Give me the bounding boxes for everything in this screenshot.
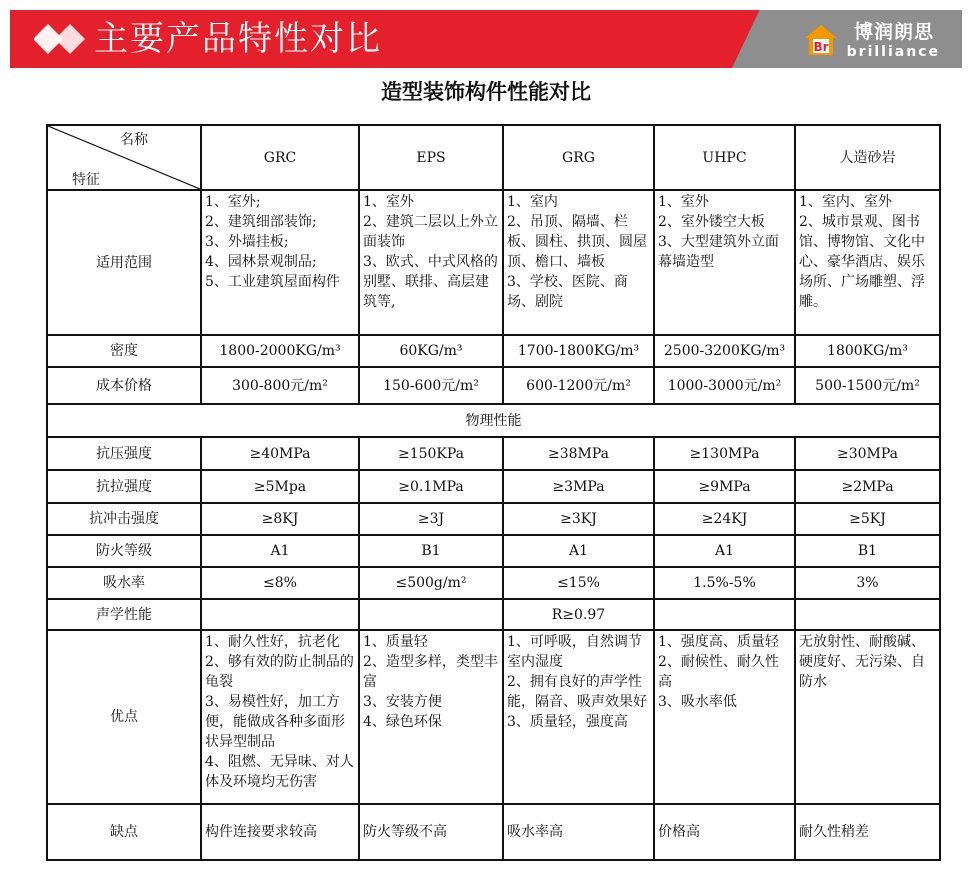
impact-cell: ≥24KJ [654, 503, 795, 535]
cell-line: 3、安装方便 [363, 694, 442, 710]
cell-line: 4、阻燃、无异味、对人体及环境均无伤害 [205, 754, 354, 790]
svg-text:Br: Br [813, 40, 829, 54]
cell-line: 4、绿色环保 [363, 714, 442, 730]
row-label: 抗压强度 [47, 437, 201, 470]
compressive-cell: ≥40MPa [201, 437, 359, 470]
cell-line: 1、强度高、质量轻 [658, 634, 779, 650]
column-header: GRC [201, 125, 359, 190]
comparison-table [46, 124, 941, 861]
table-header-row [47, 125, 940, 190]
row-label: 防火等级 [47, 535, 201, 567]
row-label: 吸水率 [47, 567, 201, 599]
cost-cell: 500-1500元/m² [795, 367, 940, 404]
pros-cell [359, 630, 503, 804]
section-header: 物理性能 [47, 404, 940, 437]
row-label: 声学性能 [47, 599, 201, 630]
row-tensile [47, 470, 940, 503]
column-header: EPS [359, 125, 503, 190]
tensile-cell: ≥3MPa [503, 470, 654, 503]
pros-cell [795, 630, 940, 804]
row-water [47, 567, 940, 599]
row-compressive [47, 437, 940, 470]
acoustic-cell [201, 599, 359, 630]
cell-line: 2、耐候性、耐久性高 [658, 654, 779, 690]
cell-line: 2、够有效的防止制品的龟裂 [205, 654, 354, 690]
tensile-cell: ≥9MPa [654, 470, 795, 503]
cell-line: 3、大型建筑外立面幕墙造型 [658, 234, 779, 270]
pros-cell [654, 630, 795, 804]
impact-cell: ≥8KJ [201, 503, 359, 535]
row-pros [47, 630, 940, 804]
column-header: GRG [503, 125, 654, 190]
scope-cell [795, 190, 940, 335]
water-cell: 1.5%-5% [654, 567, 795, 599]
water-cell: ≤500g/m² [359, 567, 503, 599]
density-cell: 1700-1800KG/m³ [503, 335, 654, 367]
cell-line: 3、外墙挂板; [205, 234, 289, 250]
cell-line: 1、室内 [507, 194, 558, 210]
acoustic-cell: R≥0.97 [503, 599, 654, 630]
cons-cell: 吸水率高 [503, 804, 654, 860]
scope-cell [654, 190, 795, 335]
double-diamond-icon [34, 22, 90, 56]
tensile-cell: ≥2MPa [795, 470, 940, 503]
cell-line: 1、可呼吸，自然调节室内湿度 [507, 634, 642, 670]
density-cell: 1800-2000KG/m³ [201, 335, 359, 367]
cell-line: 3、欧式、中式风格的别墅、联排、高层建筑等, [363, 254, 498, 310]
compressive-cell: ≥150KPa [359, 437, 503, 470]
corner-name-label: 名称 [120, 132, 148, 148]
cell-line: 1、室外 [658, 194, 709, 210]
density-cell: 1800KG/m³ [795, 335, 940, 367]
row-acoustic [47, 599, 940, 630]
fire-cell: B1 [359, 535, 503, 567]
acoustic-cell [795, 599, 940, 630]
header-banner [10, 10, 962, 68]
cell-line: 2、建筑二层以上外立面装饰 [363, 214, 498, 250]
compressive-cell: ≥30MPa [795, 437, 940, 470]
water-cell: ≤15% [503, 567, 654, 599]
cell-line: 3、学校、医院、商场、剧院 [507, 274, 628, 310]
impact-cell: ≥5KJ [795, 503, 940, 535]
cost-cell: 150-600元/m² [359, 367, 503, 404]
cell-line: 2、拥有良好的声学性能，隔音、吸声效果好 [507, 674, 647, 710]
fire-cell: A1 [654, 535, 795, 567]
density-cell: 2500-3200KG/m³ [654, 335, 795, 367]
column-header: UHPC [654, 125, 795, 190]
row-label: 优点 [47, 630, 201, 804]
cell-line: 1、室外 [363, 194, 414, 210]
cell-line: 3、质量轻，强度高 [507, 714, 628, 730]
cell-line: 2、城市景观、图书馆、博物馆、文化中心、豪华酒店、娱乐场所、广场雕塑、浮雕。 [799, 214, 925, 310]
scope-cell [201, 190, 359, 335]
cell-line: 4、园林景观制品; [205, 254, 317, 270]
cell-line: 5、工业建筑屋面构件 [205, 274, 340, 290]
corner-feature-label: 特征 [72, 172, 100, 188]
cell-line: 2、造型多样，类型丰富 [363, 654, 498, 690]
page-title: 主要产品特性对比 [94, 19, 382, 59]
row-fire [47, 535, 940, 567]
tensile-cell: ≥0.1MPa [359, 470, 503, 503]
cell-line: 无放射性、耐酸碱、硬度好、无污染、自防水 [799, 634, 925, 690]
row-label: 成本价格 [47, 367, 201, 404]
water-cell: ≤8% [201, 567, 359, 599]
cell-line: 1、室内、室外 [799, 194, 892, 210]
acoustic-cell [359, 599, 503, 630]
cell-line: 1、室外; [205, 194, 261, 210]
impact-cell: ≥3KJ [503, 503, 654, 535]
row-label: 适用范围 [47, 190, 201, 335]
tensile-cell: ≥5Mpa [201, 470, 359, 503]
fire-cell: A1 [201, 535, 359, 567]
pros-cell [201, 630, 359, 804]
row-label: 抗冲击强度 [47, 503, 201, 535]
row-label: 缺点 [47, 804, 201, 860]
fire-cell: B1 [795, 535, 940, 567]
cell-line: 3、易模性好，加工方便，能做成各种多面形状异型制品 [205, 694, 345, 750]
row-label: 抗拉强度 [47, 470, 201, 503]
water-cell: 3% [795, 567, 940, 599]
compressive-cell: ≥38MPa [503, 437, 654, 470]
impact-cell: ≥3J [359, 503, 503, 535]
cost-cell: 1000-3000元/m² [654, 367, 795, 404]
pros-cell [503, 630, 654, 804]
fire-cell: A1 [503, 535, 654, 567]
cons-cell: 防火等级不高 [359, 804, 503, 860]
row-impact [47, 503, 940, 535]
cons-cell: 耐久性稍差 [795, 804, 940, 860]
acoustic-cell [654, 599, 795, 630]
cost-cell: 600-1200元/m² [503, 367, 654, 404]
corner-header-cell [47, 125, 201, 190]
row-cons [47, 804, 940, 860]
cons-cell: 价格高 [654, 804, 795, 860]
row-label: 密度 [47, 335, 201, 367]
scope-cell [503, 190, 654, 335]
cell-line: 2、建筑细部装饰; [205, 214, 317, 230]
cell-line: 1、耐久性好，抗老化 [205, 634, 340, 650]
row-cost [47, 367, 940, 404]
house-logo-icon [804, 24, 838, 56]
cell-line: 2、室外镂空大板 [658, 214, 765, 230]
column-header: 人造砂岩 [795, 125, 940, 190]
cell-line: 2、吊顶、隔墙、栏板、圆柱、拱顶、圆屋顶、檐口、墙板 [507, 214, 647, 270]
cost-cell: 300-800元/m² [201, 367, 359, 404]
cons-cell: 构件连接要求较高 [201, 804, 359, 860]
row-density [47, 335, 940, 367]
row-scope [47, 190, 940, 335]
table-title: 造型装饰构件性能对比 [381, 80, 591, 104]
compressive-cell: ≥130MPa [654, 437, 795, 470]
brand-name-cn: 博润朗思 [853, 21, 934, 43]
cell-line: 1、质量轻 [363, 634, 428, 650]
scope-cell [359, 190, 503, 335]
row-physical-header [47, 404, 940, 437]
density-cell: 60KG/m³ [359, 335, 503, 367]
cell-line: 3、吸水率低 [658, 694, 737, 710]
brand-name-en: brilliance [846, 44, 940, 60]
